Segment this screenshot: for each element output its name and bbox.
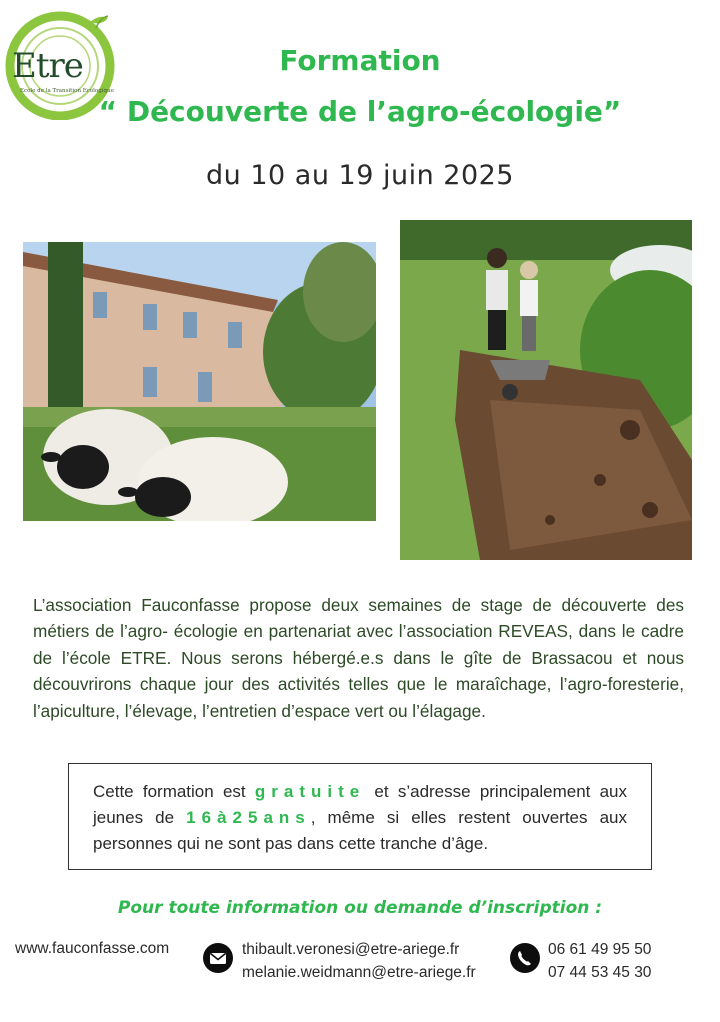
info-text-3: , même si elles restent ouvertes aux personnes qui ne sont pas dans cette tranche d’âge. [93,808,627,853]
title-formation: Formation [279,44,441,77]
info-text-1: Cette formation est [93,782,255,801]
age-range-highlight: 16à25ans [186,808,311,827]
email-thibault[interactable]: thibault.veronesi@etre-ariege.fr [242,941,460,958]
info-text-2: et s’adresse principalement aux jeunes de [93,782,628,827]
free-highlight: gratuite [254,782,366,801]
phone-icon [510,943,540,973]
phone-list [548,938,651,984]
course-dates: du 10 au 19 juin 2025 [206,160,514,191]
photo-garden-work [400,220,692,560]
phone-number-2[interactable]: 07 44 53 45 30 [548,964,652,981]
email-melanie[interactable]: melanie.weidmann@etre-ariege.fr [242,964,476,981]
logo-wordmark: Etre [12,46,83,86]
photo-gite-with-sheep [23,242,376,521]
website-link[interactable]: www.fauconfasse.com [15,940,170,957]
description-paragraph: L’association Fauconfasse propose deux semaines de stage de découverte des métiers de l’agro- écologie en partenariat avec l’association REVEAS, dans le cadre de l’école ETRE. Nous serons hébergé.e.s dans le gîte de Brassacou et nous découvrirons chaque jour des activités telles que le maraîchage, l’agro-foresterie, l’apiculture, l’élevage, l’entretien d’espace vert ou l’élagage. [33,595,684,721]
phone-number-1[interactable]: 06 61 49 95 50 [548,941,652,958]
title-course-name: “ Découverte de l’agro-écologie” [98,95,622,128]
mail-icon [203,943,233,973]
logo-tagline: Ecole de la Transition Ecologique [20,88,114,94]
contact-heading: Pour toute information ou demande d’inscription : [117,898,603,918]
info-box [68,763,652,870]
email-list [242,938,476,984]
